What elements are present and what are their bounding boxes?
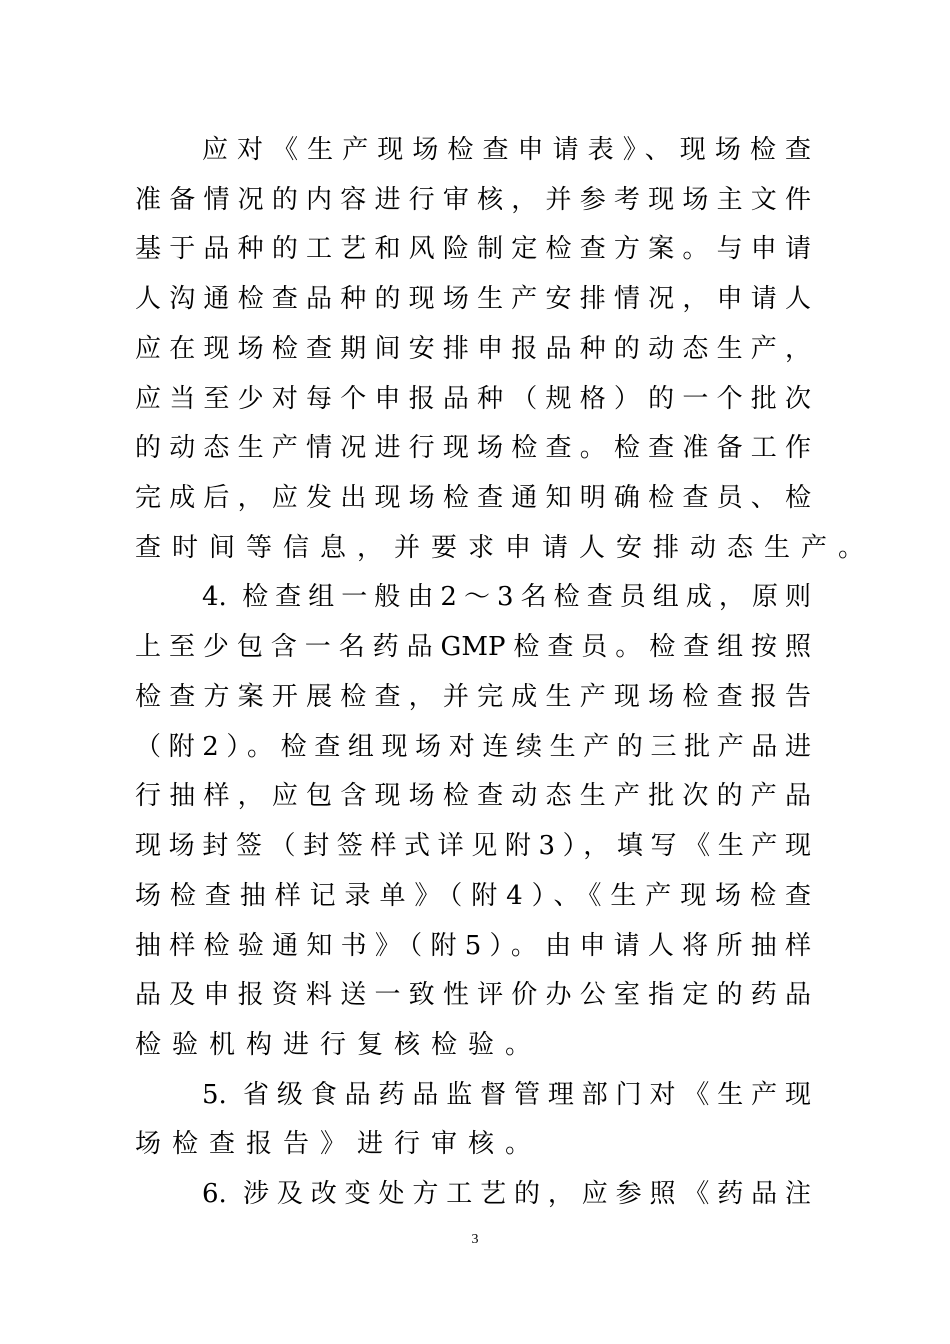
text-line: （附2）。检查组现场对连续生产的三批产品进 — [135, 732, 811, 762]
page-number: 3 — [471, 1232, 479, 1247]
text-line: 上至少包含一名药品GMP检查员。检查组按照 — [135, 632, 811, 662]
text-line: 查时间等信息，并要求申请人安排动态生产。 — [135, 533, 876, 563]
text-line: 场检查抽样记录单》（附4）、《生产现场检查 — [135, 881, 811, 911]
text-line: 5. 省级食品药品监督管理部门对《生产现 — [202, 1080, 811, 1110]
text-line: 4. 检查组一般由2～3名检查员组成，原则 — [202, 582, 811, 612]
text-line: 抽样检验通知书》（附5）。由申请人将所抽样 — [135, 931, 811, 961]
text-line: 应当至少对每个申报品种（规格）的一个批次 — [135, 384, 811, 414]
text-line: 品及申报资料送一致性评价办公室指定的药品 — [135, 980, 811, 1010]
text-line: 行抽样，应包含现场检查动态生产批次的产品 — [135, 781, 811, 811]
text-line: 场检查报告》进行审核。 — [135, 1129, 543, 1159]
text-line: 现场封签（封签样式详见附3），填写《生产现 — [135, 831, 811, 861]
text-line: 的动态生产情况进行现场检查。检查准备工作 — [135, 433, 811, 463]
text-line: 应对《生产现场检查申请表》、现场检查 — [202, 135, 811, 165]
text-line: 6. 涉及改变处方工艺的，应参照《药品注 — [202, 1179, 811, 1209]
text-line: 检验机构进行复核检验。 — [135, 1030, 543, 1060]
text-line: 准备情况的内容进行审核，并参考现场主文件 — [135, 185, 811, 215]
text-line: 检查方案开展检查，并完成生产现场检查报告 — [135, 682, 811, 712]
text-line: 基于品种的工艺和风险制定检查方案。与申请 — [135, 234, 811, 264]
text-line: 应在现场检查期间安排申报品种的动态生产， — [135, 334, 811, 364]
text-line: 完成后，应发出现场检查通知明确检查员、检 — [135, 483, 811, 513]
text-line: 人沟通检查品种的现场生产安排情况，申请人 — [135, 284, 811, 314]
